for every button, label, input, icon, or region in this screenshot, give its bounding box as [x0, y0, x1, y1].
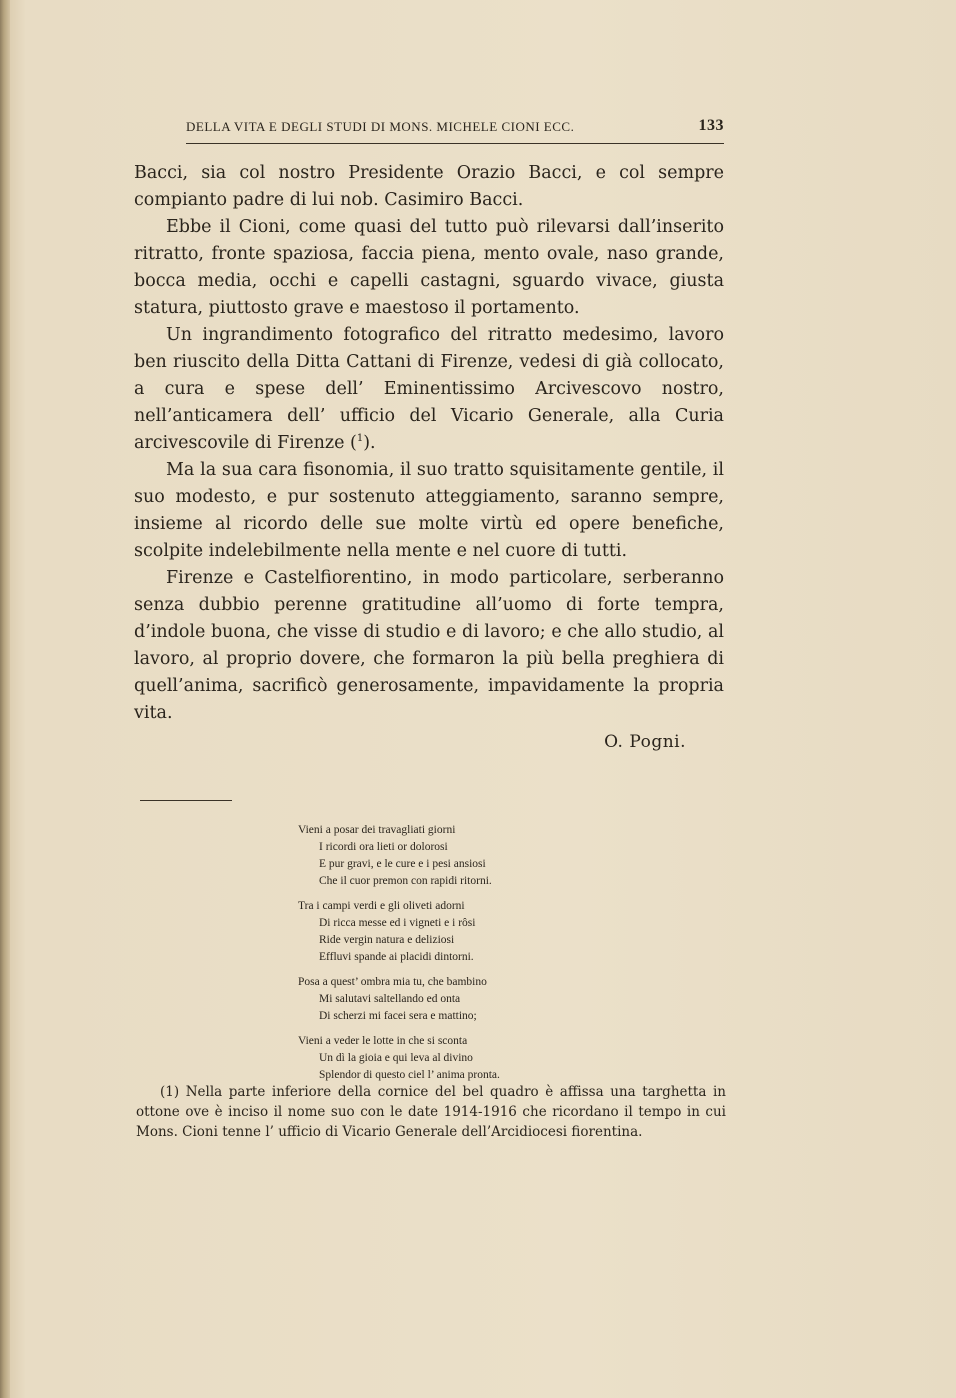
poem-line: Vieni a veder le lotte in che si sconta	[298, 1035, 468, 1047]
footnote	[136, 1082, 726, 1142]
poem-line: Che il cuor premon con rapidi ritorni.	[319, 875, 492, 887]
poem-stanza	[298, 1033, 500, 1084]
footnote-reference: 1	[356, 433, 364, 445]
running-title: DELLA VITA E DEGLI STUDI DI MONS. MICHELE CIONI ECC.	[186, 119, 575, 134]
paragraph	[134, 322, 724, 457]
poem-stanza	[298, 898, 500, 966]
separator-rule	[140, 800, 232, 801]
poem-line: Mi salutavi saltellando ed onta	[319, 993, 461, 1005]
poem-line: Di scherzi mi facei sera e mattino;	[319, 1010, 477, 1022]
paragraph: Ebbe il Cioni, come quasi del tutto può rilevarsi dall’inserito ritratto, fronte spaziosa, faccia piena, mento ovale, naso grande, bocca media, occhi e capelli castagni, sguardo vivace, giusta statura, piuttosto grave e maestoso il portamento.	[134, 217, 724, 318]
running-header	[186, 117, 724, 144]
paragraph-end: ).	[363, 433, 376, 453]
poem-stanza	[298, 822, 500, 890]
poem-line: Effluvi spande ai placidi dintorni.	[319, 951, 474, 963]
poem-stanza	[298, 974, 500, 1025]
poem-line: I ricordi ora lieti or dolorosi	[319, 841, 448, 853]
page-number: 133	[698, 117, 724, 134]
poem-line: Posa a quest’ ombra mia tu, che bambino	[298, 976, 487, 988]
paragraph: Firenze e Castelfiorentino, in modo particolare, serberanno senza dubbio perenne gratitudine all’uomo di forte tempra, d’indole buona, che visse di studio e di lavoro; e che allo studio, al lavoro, al proprio dovere, che formaron la più bella preghiera di quell’anima, sacrificò generosamente, impavidamente la propria vita.	[134, 568, 724, 723]
main-text	[134, 160, 724, 727]
poem-line: Tra i campi verdi e gli oliveti adorni	[298, 900, 465, 912]
poem-line: Di ricca messe ed i vigneti e i rôsi	[319, 917, 476, 929]
poem-line: E pur gravi, e le cure e i pesi ansiosi	[319, 858, 486, 870]
paragraph: Bacci, sia col nostro Presidente Orazio Bacci, e col sempre compianto padre di lui nob. Casimiro Bacci.	[134, 163, 724, 210]
poem-line: Splendor di questo ciel l’ anima pronta.	[319, 1069, 500, 1081]
author-signature: O. Pogni.	[604, 732, 686, 752]
paragraph: Ma la sua cara fisonomia, il suo tratto squisitamente gentile, il suo modesto, e pur sostenuto atteggiamento, saranno sempre, insieme al ricordo delle sue molte virtù ed opere benefiche, scolpite indelebilmente nella mente e nel cuore di tutti.	[134, 460, 724, 561]
poem-line: Ride vergin natura e deliziosi	[319, 934, 455, 946]
footnote-text: (1) Nella parte inferiore della cornice del bel quadro è affissa una targhetta in ottone ove è inciso il nome suo con le date 1914-1916 che ricordano il tempo in cui Mons. Cioni tenne l’ ufficio di Vicario Generale dell’Arcidiocesi fiorentina.	[136, 1084, 726, 1140]
poem-line: Vieni a posar dei travagliati giorni	[298, 824, 456, 836]
page-binding-edge	[0, 0, 10, 1398]
sonnet	[298, 822, 500, 1092]
paragraph-text: Un ingrandimento fotografico del ritratto medesimo, lavoro ben riuscito della Ditta Cattani di Firenze, vedesi di già collocato, a cura e spese dell’ Eminentissimo Arcivescovo nostro, nell’anticamera dell’ ufficio del Vicario Generale, alla Curia arcivescovile di Firenze (	[134, 325, 724, 453]
poem-line: Un dì la gioia e qui leva al divino	[319, 1052, 473, 1064]
